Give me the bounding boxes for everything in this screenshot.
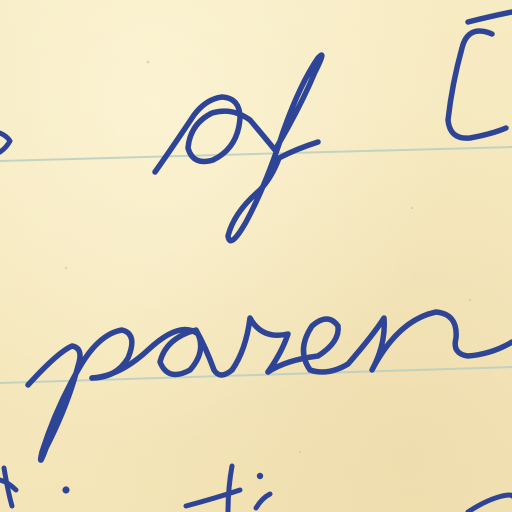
letter-fragment-left [0, 133, 10, 152]
ink-dot-i [257, 473, 263, 479]
handwriting-next-line-fragment [0, 466, 512, 512]
ink-dot [62, 486, 69, 493]
letter-o [155, 97, 250, 172]
letter-n [348, 312, 512, 370]
paper-specks [65, 61, 471, 453]
handwritten-word-of [155, 55, 322, 241]
letter-p [28, 330, 132, 460]
letter-a [92, 330, 232, 378]
fragment-i-stroke [256, 494, 270, 508]
letter-e [268, 319, 348, 372]
ruled-line-upper [0, 147, 512, 161]
fragment-left-stroke [0, 468, 16, 506]
fragment-t-stroke [186, 466, 240, 512]
capital-letter-fragment [448, 12, 512, 138]
handwritten-word-paren [28, 312, 512, 460]
fragment-right-stroke [468, 495, 512, 512]
letter-f [228, 55, 322, 241]
